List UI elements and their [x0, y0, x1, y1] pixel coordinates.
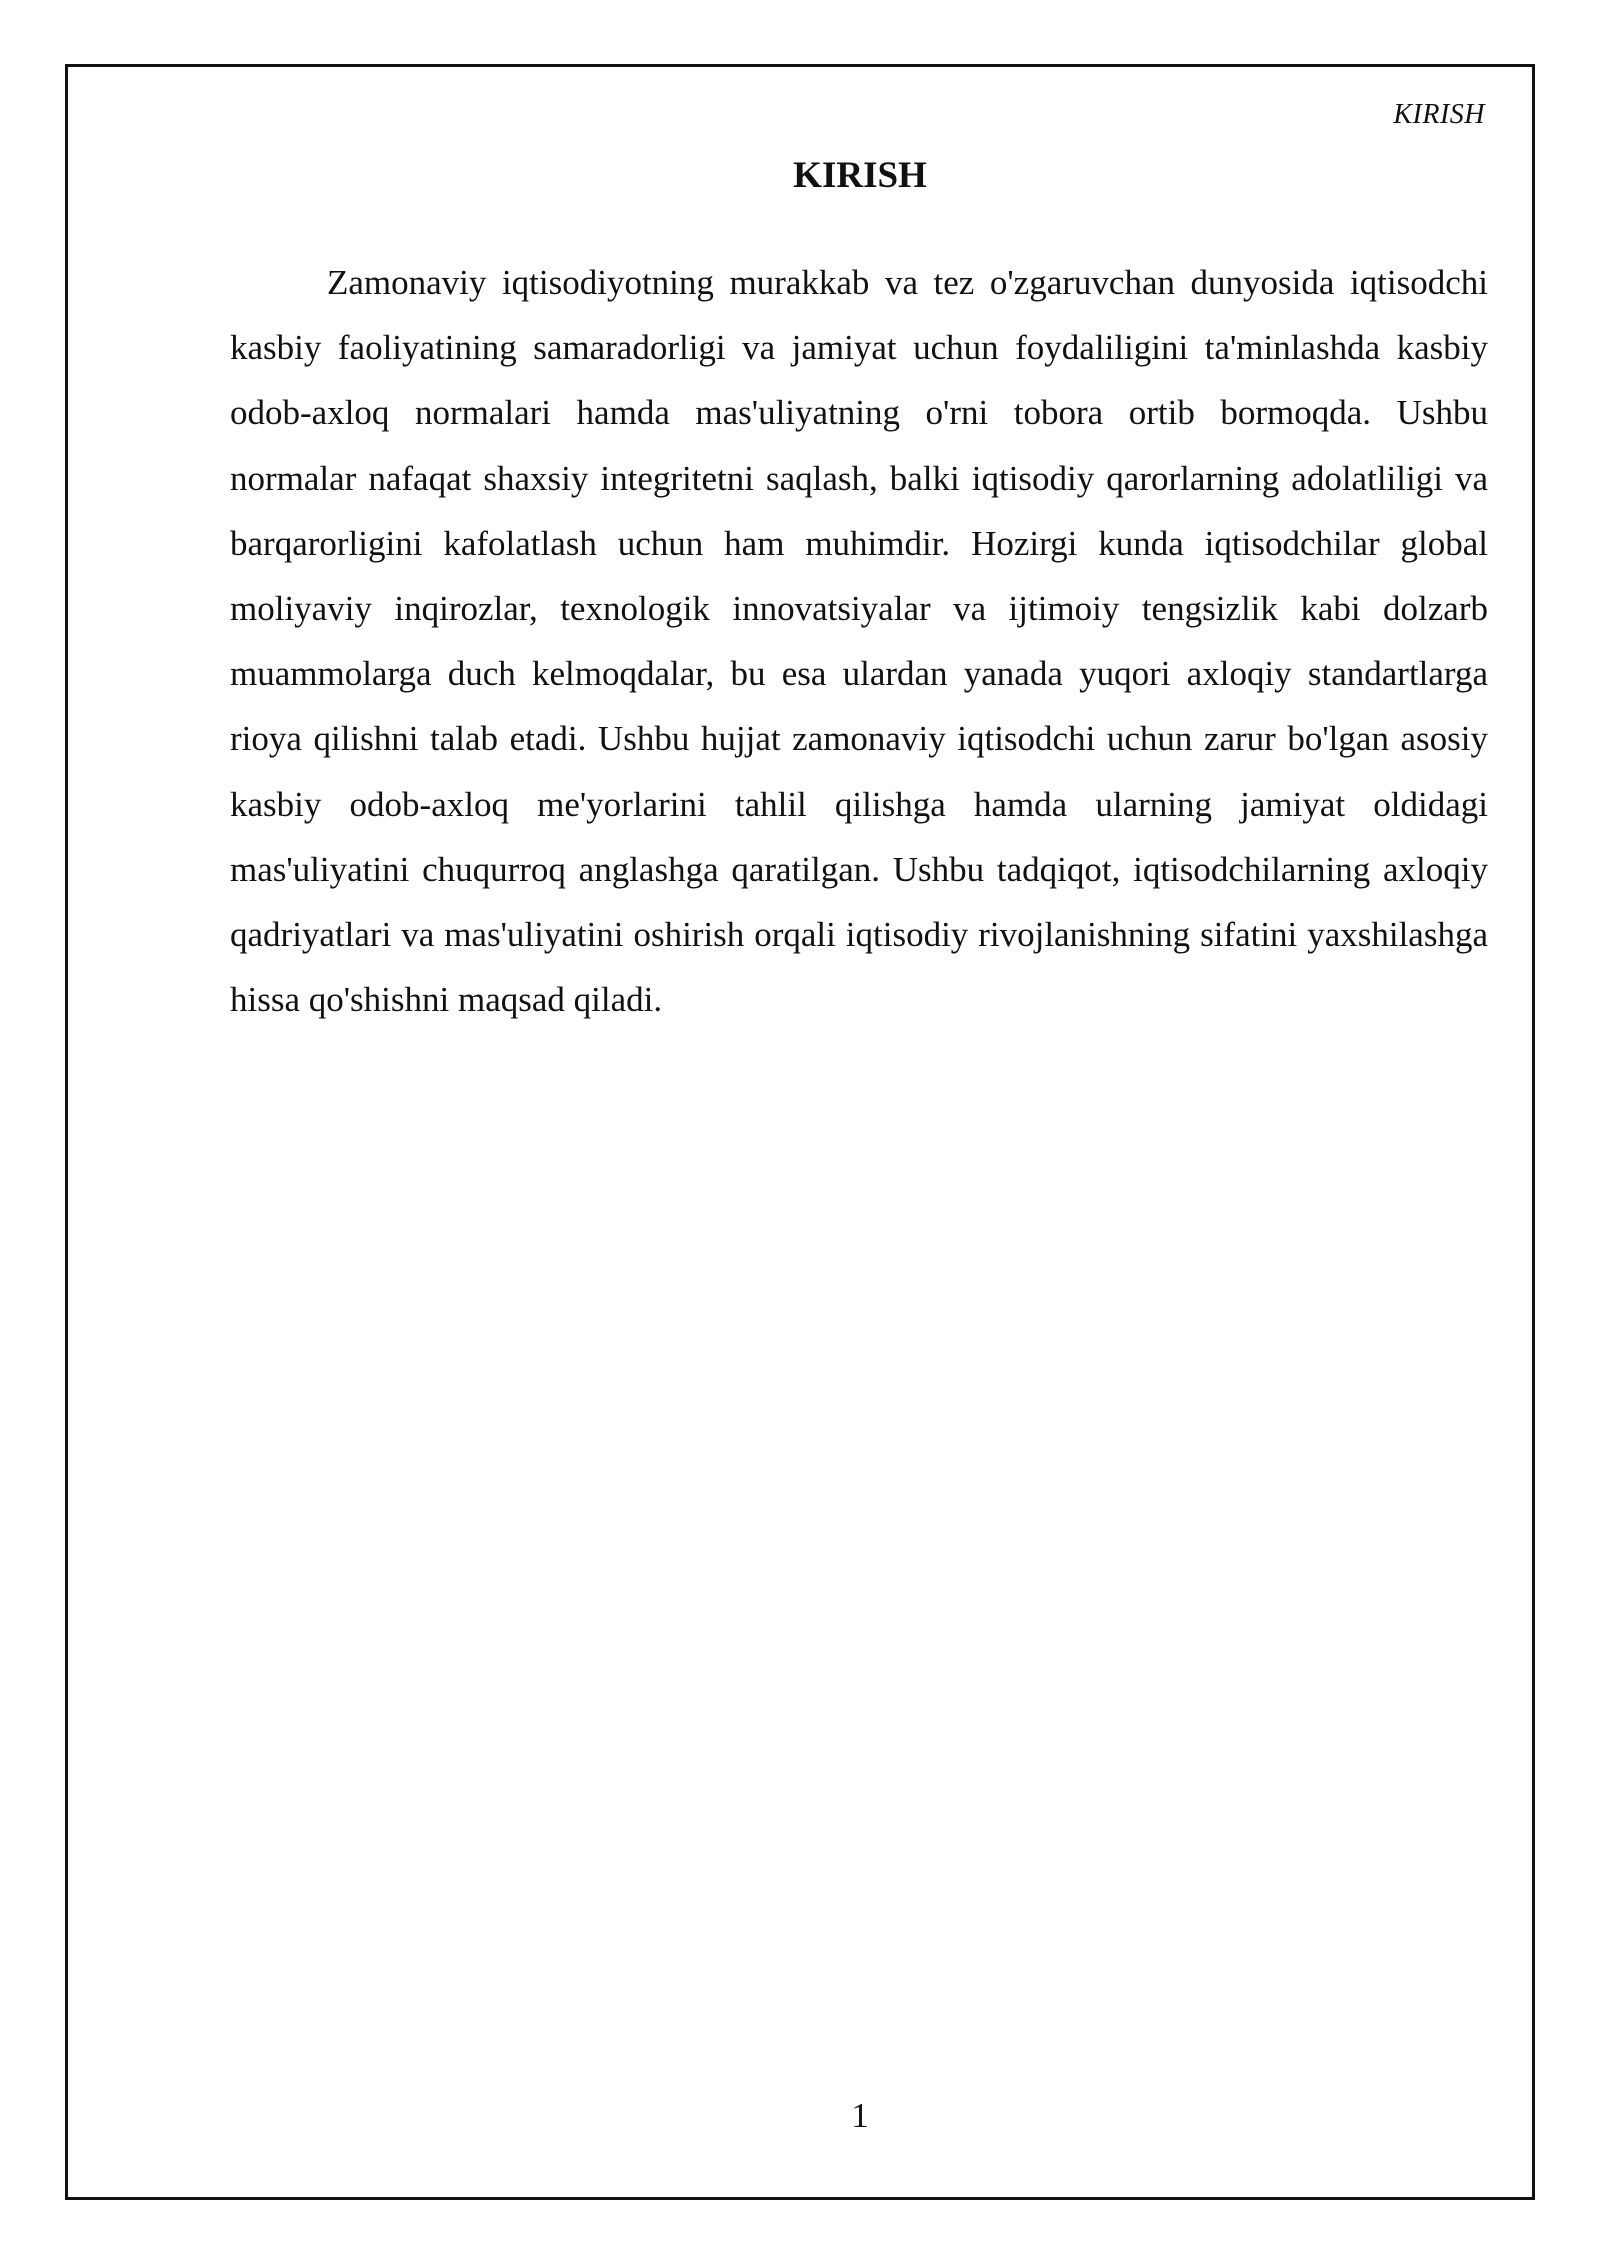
body-paragraph: Zamonaviy iqtisodiyotning murakkab va tez o'zgaruvchan dunyosida iqtisodchi kasbiy faoliyatining samaradorligi va jamiyat uchun foydaliligini ta'minlashda kasbiy odob-axloq normalari hamda mas'uliyatning o'rni tobora ortib bormoqda. Ushbu normalar nafaqat shaxsiy integritetni saqlash, balki iqtisodiy qarorlarning adolatliligi va barqarorligini kafolatlash uchun ham muhimdir. Hozirgi kunda iqtisodchilar global moliyaviy inqirozlar, texnologik innovatsiyalar va ijtimoiy tengsizlik kabi dolzarb muammolarga duch kelmoqdalar, bu esa ulardan yanada yuqori axloqiy standartlarga rioya qilishni talab etadi. Ushbu hujjat zamonaviy iqtisodchi uchun zarur bo'lgan asosiy kasbiy odob-axloq me'yorlarini tahlil qilishga hamda ularning jamiyat oldidagi mas'uliyatini chuqurroq anglashga qaratilgan. Ushbu tadqiqot, iqtisodchilarning axloqiy qadriyatlari va mas'uliyatini oshirish orqali iqtisodiy rivojlanishning sifatini yaxshilashga hissa qo'shishni maqsad qiladi. — [230, 263, 1488, 1020]
section-title: KIRISH — [793, 155, 927, 196]
running-header: KIRISH — [1393, 99, 1485, 130]
page-number: 1 — [851, 2096, 869, 2135]
